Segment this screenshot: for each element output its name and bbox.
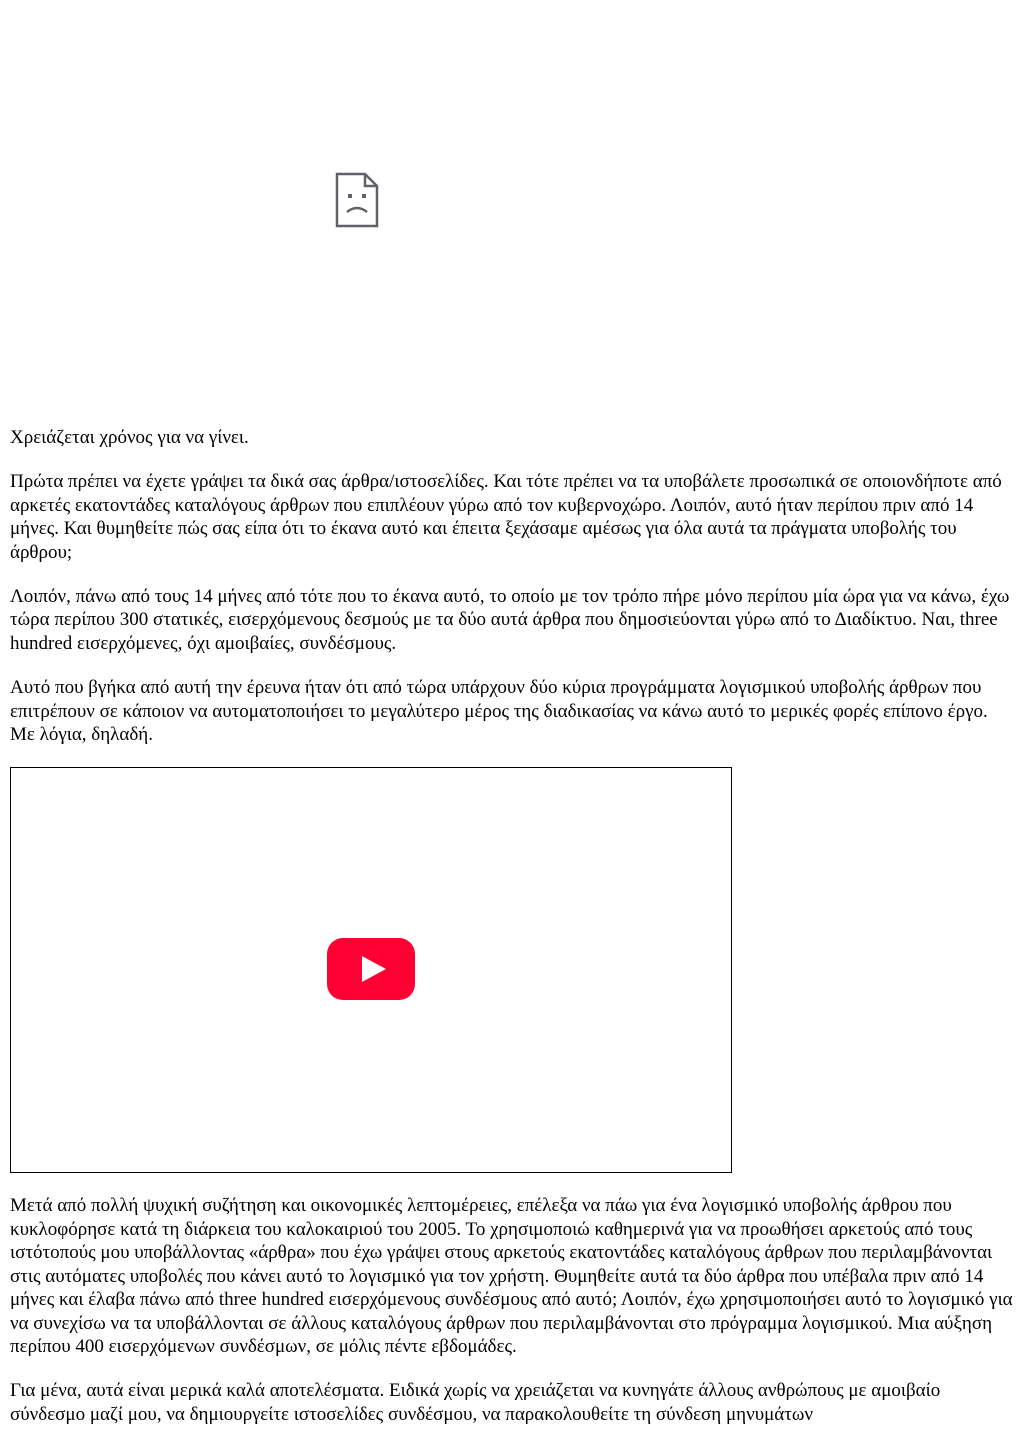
youtube-play-icon[interactable] [327,938,415,1002]
paragraph-2: Πρώτα πρέπει να έχετε γράψει τα δικά σας άρθρα/ιστοσελίδες. Και τότε πρέπει να τα υποβάλετε προσωπικά σε οποιονδήποτε από αρκετές εκατοντάδες καταλόγους άρθρων που επιπλέουν γύρω από τον κυβερνοχώρο. Λοιπόν, αυτό ήταν περίπου πριν από 14 μήνες. Και θυμηθείτε πώς σας είπα ότι το έκανα αυτό και έπειτα ξεχάσαμε αμέσως για όλα αυτά τα πράγματα υποβολής του άρθρου; [10,471,1002,563]
paragraph-4: Αυτό που βγήκα από αυτή την έρευνα ήταν ότι από τώρα υπάρχουν δύο κύρια προγράμματα λογισμικού υποβολής άρθρων που επιτρέπουν σε κάποιον να αυτοματοποιήσει το μεγαλύτερο μέρος της διαδικασίας να κάνω αυτό το μερικές φορές επίπονο έργο. Με λόγια, δηλαδή. [10,677,988,746]
paragraph-5: Μετά από πολλή ψυχική συζήτηση και οικονομικές λεπτομέρειες, επέλεξα να πάω για ένα λογισμικό υποβολής άρθρου που κυκλοφόρησε κατά τη διάρκεια του καλοκαιριού του 2005. Το χρησιμοποιώ καθημερινά για να προωθήσει αρκετούς από τους ιστότοπούς μου υποβάλλοντας «άρθρα» που έχω γράψει στους αρκετούς εκατοντάδες καταλόγους άρθρων που περιλαμβάνονται στις αυτόματες υποβολές που κάνει αυτό το λογισμικό για τον χρήστη. Θυμηθείτε αυτά τα δύο άρθρα που υπέβαλα πριν από 14 μήνες και έλαβα πάνω από three hundred εισερχόμενους συνδέσμους από αυτό; Λοιπόν, έχω χρησιμοποιήσει αυτό το λογισμικό για να συνεχίσω να τα υποβάλλονται σε άλλους καταλόγους άρθρων που περιλαμβάνονται στο πρόγραμμα λογισμικού. Μια αύξηση περίπου 400 εισερχόμενων συνδέσμων, σε μόλις πέντε εβδομάδες. [10,1195,1013,1357]
video-embed[interactable] [10,767,732,1173]
broken-document-icon [335,172,379,228]
paragraph-6: Για μένα, αυτά είναι μερικά καλά αποτελέσματα. Ειδικά χωρίς να χρειάζεται να κυνηγάτε άλλους ανθρώπους με αμοιβαίο σύνδεσμο μαζί μου, να δημιουργείτε ιστοσελίδες συνδέσμου, να παρακολουθείτε τη σύνδεση μηνυμάτων [10,1380,941,1425]
broken-embed-frame [10,0,730,420]
article-body [10,426,1014,1447]
paragraph-3: Λοιπόν, πάνω από τους 14 μήνες από τότε που το έκανα αυτό, το οποίο με τον τρόπο πήρε μόνο περίπου μία ώρα για να κάνω, έχω τώρα περίπου 300 στατικές, εισερχόμενους δεσμούς με τα δύο αυτά άρθρα που δημοσιεύονται γύρω από το Διαδίκτυο. Ναι, three hundred εισερχόμενες, όχι αμοιβαίες, συνδέσμους. [10,586,1010,654]
paragraph-1: Χρειάζεται χρόνος για να γίνει. [10,427,249,448]
